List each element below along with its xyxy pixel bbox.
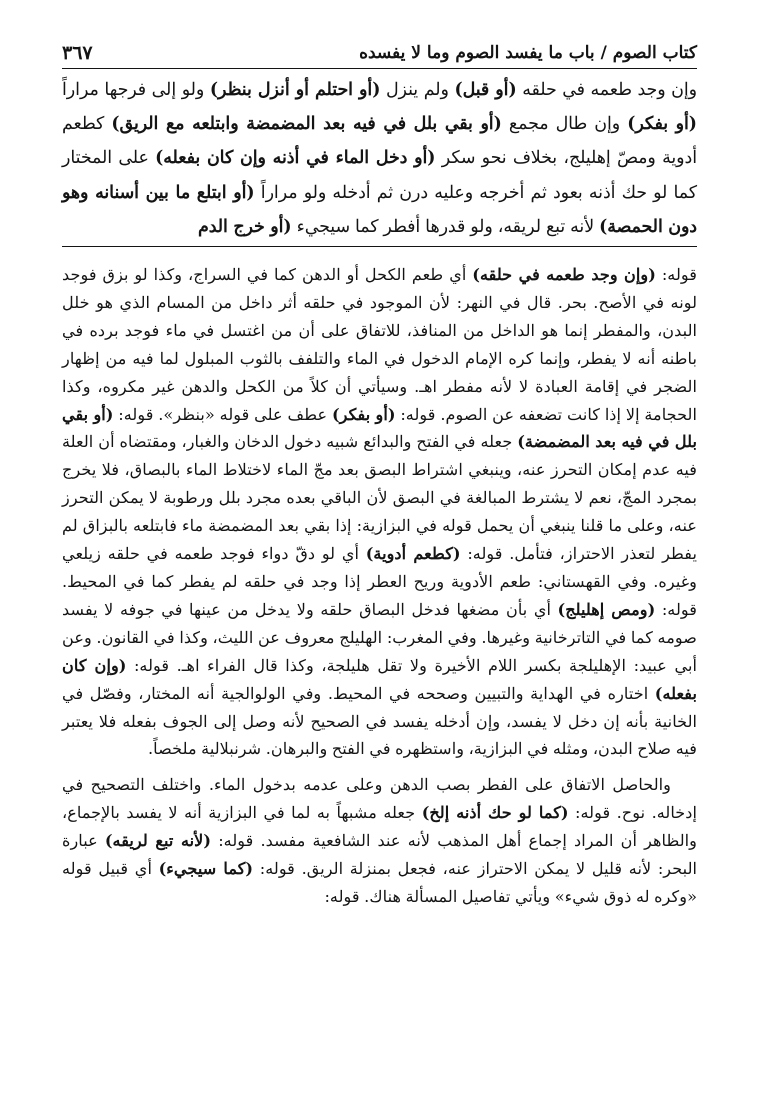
quoted-phrase: (كطعم أدوية)	[365, 544, 461, 564]
quoted-phrase: (كما سيجيء)	[158, 859, 254, 879]
running-title: كتاب الصوم / باب ما يفسد الصوم وما لا يفسده	[359, 43, 697, 63]
matn-text	[62, 73, 697, 247]
quoted-phrase: (أو بقي بلل في فيه بعد المضمضة وابتلعه مع الريق)	[111, 114, 502, 135]
quoted-phrase: (أو خرج الدم	[198, 216, 292, 237]
text-run: أي لو دقّ دواء فوجد طعمه في حلقه زيلعي وغيره. وفي القهستاني: طعم الأدوية وريح العطر إذا وجد في حلقه لم يفطر كما في المحيط. قوله:	[62, 544, 697, 619]
text-run: وإن وجد طعمه في حلقه	[516, 80, 698, 100]
page-header	[62, 40, 697, 69]
text-run: على المختار كما لو حك أذنه بعود ثم أخرجه وعليه درن ثم أدخله ولو مراراً	[62, 148, 697, 203]
quoted-phrase: (أو بفكر)	[332, 404, 396, 424]
text-run: قوله:	[655, 265, 697, 285]
text-run: اختاره في الهداية والتبيين وصححه في المحيط. وفي الولوالجية أنه المختار، وفصّل في الخانية بأنه إن دخل لا يفسد، وإن أدخله يفسد في الصحيح لأنه وصل إلى الجوف بفعله فلا يعتبر فيه صلاح البدن، ومثله في البزازية، واستظهره في الفتح والبرهان. شرنبلالية ملخصاً.	[62, 683, 697, 759]
text-run: ولم ينزل	[380, 80, 455, 100]
quoted-phrase: (ومص إهليلج)	[557, 599, 656, 619]
text-run: عبارة البحر: لأنه قليل لا يمكن الاحتراز عنه، فجعل بمنزلة الريق. قوله:	[62, 831, 697, 879]
text-run: والحاصل الاتفاق على الفطر بصب الدهن وعلى عدمه بدخول الماء. واختلف التصحيح في إدخاله. نوح. قوله:	[62, 775, 697, 823]
text-run: أي قبيل قوله «وكره له ذوق شيء» ويأتي تفاصيل المسألة هناك. قوله:	[62, 859, 697, 906]
text-run: ولو إلى فرجها مراراً	[62, 80, 210, 100]
quoted-phrase: (أو دخل الماء في أذنه وإن كان بفعله)	[155, 148, 436, 169]
text-run: لأنه تبع لريقه، ولو قدرها أفطر كما سيجيء	[291, 216, 600, 237]
text-run: وإن طال مجمع	[501, 114, 628, 135]
quoted-phrase: (أو بقي بلل في فيه بعد المضمضة)	[62, 404, 697, 452]
quoted-phrase: (أو احتلم أو أنزل بنظر)	[209, 80, 381, 100]
quoted-phrase: (كما لو حك أذنه إلخ)	[421, 803, 569, 823]
text-run: جعله في الفتح والبدائع شبيه دخول الدخان والغبار، ومقتضاه أن العلة فيه عدم إمكان التحرز عنه، وينبغي اشتراط البصق بعد مجّ الماء لاختلاط الماء بالبصاق، فلا يخرج بمجرد المجّ، نعم لا يشترط المبالغة في البصق لأن الباقي بعده مجرد بلل ورطوبة لا يمكن التحرز عنه، وعلى ما قلنا ينبغي أن يحمل قوله في البزازية: إذا بقي بعد المضمضة ماء فابتلعه بالبزاق لم يفطر لتعذر الاحتراز، فتأمل. قوله:	[62, 432, 697, 564]
commentary-paragraph	[62, 771, 697, 911]
text-run: عطف على قوله «بنظر». قوله:	[113, 404, 332, 424]
page-number: ٣٦٧	[62, 42, 93, 64]
quoted-phrase: (أو ابتلع ما بين أسنانه وهو دون الحمصة)	[62, 182, 697, 237]
text-run: أي طعم الكحل أو الدهن كما في السراج، وكذا لو بزق فوجد لونه في الأصح. بحر. قال في النهر: لأن الموجود في حلقه أثر داخل من المسام الذي هو خلل البدن، والمفطر إنما هو الداخل من المنافذ، للاتفاق على أن من اغتسل في ماء فوجد برده في باطنه أنه لا يفطر، وإنما كره الإمام الدخول في الماء والتلفف بالثوب المبلول لما فيه من إظهار الضجر في إقامة العبادة لا لأنه مفطر اهـ. وسيأتي أن كلاً من الكحل والدهن غير مكروه، وكذا الحجامة إلا إذا كانت تضعفه عن الصوم. قوله:	[62, 265, 697, 424]
quoted-phrase: (أو قبل)	[454, 80, 517, 100]
commentary	[62, 261, 697, 911]
quoted-phrase: (لأنه تبع لريقه)	[104, 831, 212, 851]
quoted-phrase: (وإن كان بفعله)	[62, 655, 697, 703]
quoted-phrase: (وإن وجد طعمه في حلقه)	[472, 265, 656, 285]
text-run: جعله مشبهاً به لما في البزازية أنه لا يفسد بالإجماع، والظاهر أن المراد إجماع أهل المذهب لأنه عند الشافعية مفسد. قوله:	[62, 803, 697, 851]
text-run: أي بأن مضغها فدخل البصاق حلقه ولا يدخل من عينها في جوفه لا يفسد صومه كما في التاترخانية وغيرها. وفي المغرب: الهليلج معروف عن الليث، وكذا في القانون. وعن أبي عبيد: الإهليلجة بكسر اللام الأخيرة ولا تقل هليلجة، وكذا قال الفراء اهـ. قوله:	[62, 599, 697, 675]
commentary-paragraph	[62, 261, 697, 763]
text-run: كطعم أدوية ومصّ إهليلج، بخلاف نحو سكر	[62, 114, 697, 169]
quoted-phrase: (أو بفكر)	[627, 114, 697, 135]
